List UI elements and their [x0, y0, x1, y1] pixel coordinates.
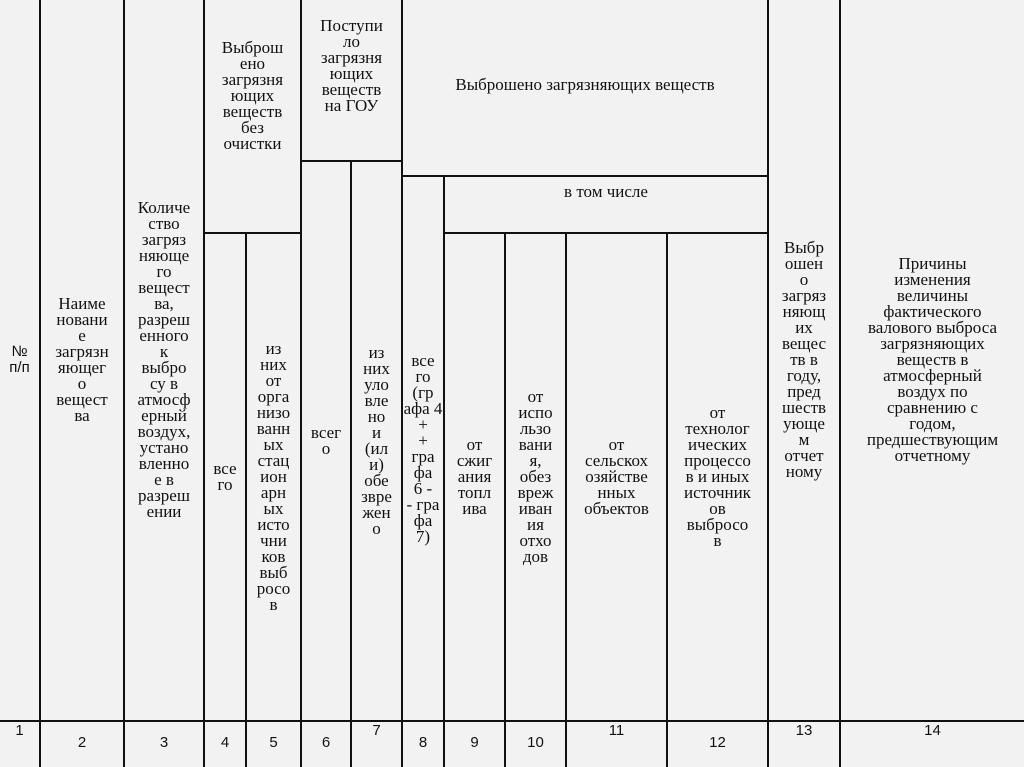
- header-emitted-without-treatment: Выброш ено загрязня ющих веществ без очистки: [221, 38, 284, 153]
- column-number: 4: [220, 733, 230, 751]
- column-number: 9: [470, 733, 479, 751]
- column-number: 8: [418, 733, 428, 751]
- header-received-at-gou: Поступи ло загрязня ющих веществ на ГОУ: [320, 16, 383, 115]
- header-col8-total: все го (гр афа 4 + + гра фа 6 - - гра фа 7): [403, 350, 443, 546]
- header-including: в том числе: [564, 182, 648, 201]
- header-col12-technological: от технолог ических процессо в и иных источник ов выбросо в: [684, 403, 751, 550]
- header-row-number: № п/п: [9, 343, 30, 376]
- header-emitted-pollutants: Выброшено загрязняющих веществ: [455, 75, 715, 94]
- header-col5-organized-sources: из них от орга низо ванн ых стац ион арн ых исто чни ков выб росо в: [256, 339, 291, 614]
- header-pollutant-name: Наиме новани е загрязн яющег о вещест ва: [55, 294, 109, 425]
- column-number: 13: [795, 722, 813, 739]
- header-col7-captured: из них уло вле но и (ил и) обе звре жен о: [361, 343, 392, 538]
- column-number: 3: [159, 733, 169, 751]
- column-number: 1: [15, 722, 24, 739]
- column-number: 11: [608, 722, 625, 739]
- column-number: 2: [77, 733, 87, 751]
- header-col10-waste-use: от испо льзо вани я, обез вреж иван ия отхо дов: [517, 387, 554, 566]
- header-col13-previous-year: Выбр ошен о загряз няющ их вещес тв в году, пред шеств ующе м отчет ному: [781, 238, 827, 481]
- header-col6-total: всег о: [310, 423, 342, 458]
- header-permitted-quantity: Количе ство загряз няюще го вещест ва, разреш енного к выбро су в атмосф ерный воздух, устано вленно е в разреш ении: [137, 198, 191, 521]
- column-number: 7: [372, 722, 381, 739]
- column-number: 12: [709, 733, 726, 751]
- column-number: 6: [321, 733, 331, 751]
- header-col11-agricultural: от сельскох озяйстве нных объектов: [584, 435, 649, 518]
- header-col9-fuel-combustion: от сжиг ания топл ива: [456, 435, 493, 518]
- column-number: 14: [924, 722, 941, 739]
- header-col14-reasons: Причины изменения величины фактического валового выброса загрязняющих веществ в атмосферный воздух по сравнению с годом, предшествующим отчетному: [866, 254, 999, 465]
- header-col4-total: все го: [213, 459, 237, 494]
- column-number: 10: [527, 733, 544, 751]
- column-number: 5: [269, 733, 278, 751]
